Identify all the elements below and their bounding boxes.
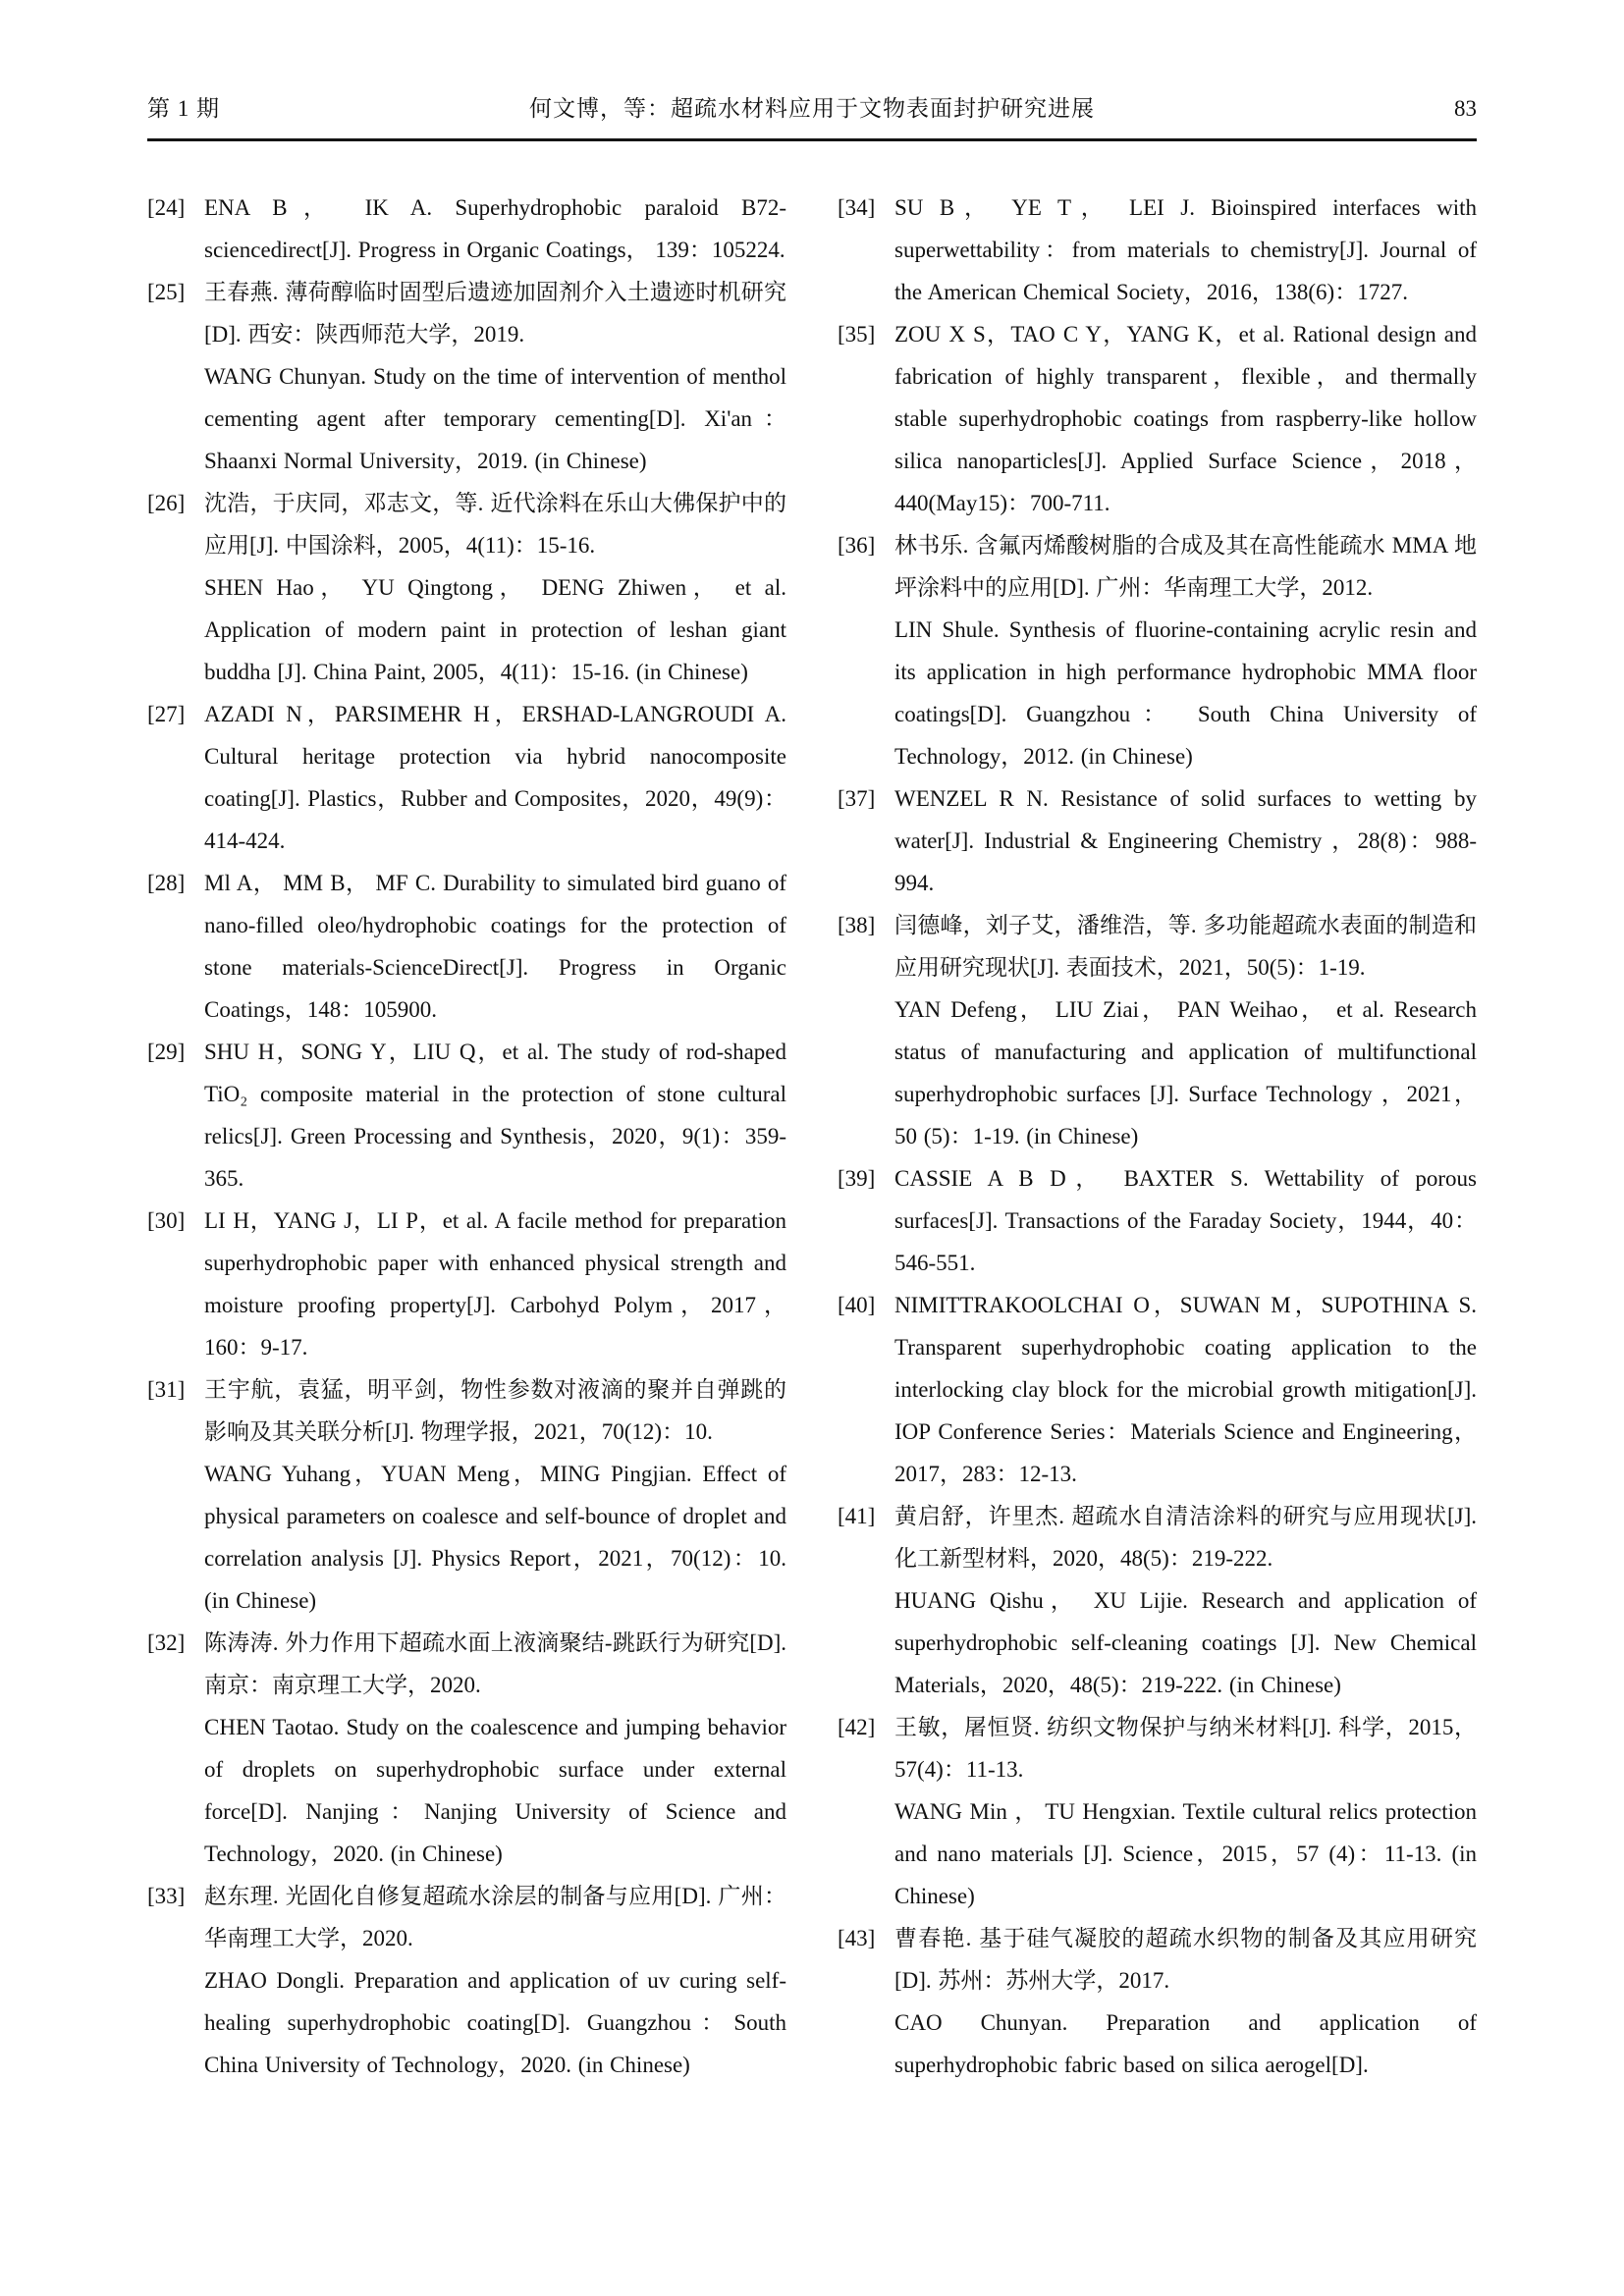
reference-label: [24] [147,195,186,220]
reference-body [894,524,1477,777]
reference-text: WENZEL R N. Resistance of solid surfaces to wetting by water[J]. Industrial & Engineering Chemistry ，28(8)：988-994. [894,786,1477,895]
reference-text: 沈浩，于庆同，邓志文，等. 近代涂料在乐山大佛保护中的应用[J]. 中国涂料，2005，4(11)：15-16. [204,491,786,558]
reference-entry [838,187,1477,313]
reference-body [894,1706,1477,1917]
reference-body [204,862,786,1031]
reference-text: AZADI N，PARSIMEHR H，ERSHAD-LANGROUDI A. Cultural heritage protection via hybrid nanocomposite coating[J]. Plastics，Rubber and Composites，2020，49(9)：414-424. [204,702,786,853]
reference-text: HUANG Qishu， XU Lijie. Research and application of superhydrophobic self-cleaning coatings [J]. New Chemical Materials，2020，48(5)：219-222. (in Chinese) [894,1588,1477,1697]
reference-text: 王宇航，袁猛，明平剑，物性参数对液滴的聚并自弹跳的影响及其关联分析[J]. 物理学报，2021，70(12)：10. [204,1377,786,1444]
reference-text: YAN Defeng， LIU Ziai， PAN Weihao， et al. Research status of manufacturing and application of multifunctional superhydrophobic surfaces [J]. Surface Technology ，2021，50 (5)：1-19. (in Chinese) [894,997,1477,1148]
reference-body [894,904,1477,1157]
reference-entry [838,313,1477,524]
reference-body [204,271,786,482]
reference-text: WANG Min ， TU Hengxian. Textile cultural relics protection and nano materials [J]. Science，2015，57 (4)：11-13. (in Chinese) [894,1799,1477,1908]
reference-label: [40] [838,1293,876,1317]
reference-text: 陈涛涛. 外力作用下超疏水面上液滴聚结-跳跃行为研究[D]. 南京：南京理工大学，2020. [204,1630,786,1697]
reference-text: ZHAO Dongli. Preparation and application of uv curing self-healing superhydrophobic coating[D]. Guangzhou：South China University of Technology，2020. (in Chinese) [204,1968,786,2077]
reference-body [204,1031,786,1200]
reference-entry [838,524,1477,777]
reference-text: 王敏，屠恒贤. 纺织文物保护与纳米材料[J]. 科学，2015，57(4)：11-13. [894,1715,1477,1782]
reference-text: Ml A， MM B， MF C. Durability to simulated bird guano of nano-filled oleo/hydrophobic coatings for the protection of stone materials-ScienceDirect[J]. Progress in Organic Coatings，148：105900. [204,871,786,1022]
reference-text: LI H，YANG J，LI P，et al. A facile method for preparation superhydrophobic paper with enhanced physical strength and moisture proofing property[J]. Carbohyd Polym，2017，160：9-17. [204,1208,786,1360]
reference-label: [32] [147,1630,186,1655]
reference-entry [838,1706,1477,1917]
reference-body [894,1284,1477,1495]
reference-label: [30] [147,1208,186,1233]
reference-text: SHU H，SONG Y，LIU Q，et al. The study of rod-shaped TiO₂ composite material in the protection of stone cultural relics[J]. Green Processing and Synthesis，2020，9(1)：359-365. [204,1040,786,1191]
reference-text: NIMITTRAKOOLCHAI O，SUWAN M，SUPOTHINA S. Transparent superhydrophobic coating application to the interlocking clay block for the microbial growth mitigation[J]. IOP Conference Series：Materials Science and Engineering，2017，283：12-13. [894,1293,1477,1486]
reference-label: [33] [147,1884,186,1908]
reference-text: 王春燕. 薄荷醇临时固型后遗迹加固剂介入土遗迹时机研究[D]. 西安：陕西师范大学，2019. [204,280,786,347]
reference-body [894,313,1477,524]
reference-entry [147,1031,786,1200]
reference-entry [147,482,786,693]
reference-body [894,777,1477,904]
reference-body [894,1917,1477,2086]
reference-entry [147,1622,786,1875]
reference-text: WANG Chunyan. Study on the time of intervention of menthol cementing agent after temporary cementing[D]. Xi'an：Shaanxi Normal University，2019. (in Chinese) [204,364,786,473]
reference-body [204,1200,786,1368]
reference-label: [39] [838,1166,876,1191]
reference-body [894,1157,1477,1284]
reference-text: LIN Shule. Synthesis of fluorine-containing acrylic resin and its application in high performance hydrophobic MMA floor coatings[D]. Guangzhou： South China University of Technology，2012. (in Chinese) [894,617,1477,769]
reference-body [204,482,786,693]
reference-body [204,693,786,862]
reference-text: CAO Chunyan. Preparation and application of superhydrophobic fabric based on silica aerogel[D]. [894,2010,1477,2077]
reference-label: [25] [147,280,186,304]
reference-text: CASSIE A B D， BAXTER S. Wettability of porous surfaces[J]. Transactions of the Faraday Society，1944，40：546-551. [894,1166,1477,1275]
reference-label: [37] [838,786,876,811]
running-title: 何文博，等：超疏水材料应用于文物表面封护研究进展 [529,96,1095,121]
reference-label: [29] [147,1040,186,1064]
reference-entry [147,693,786,862]
reference-label: [38] [838,913,876,937]
reference-label: [42] [838,1715,876,1739]
reference-entry [838,1284,1477,1495]
reference-body [204,1622,786,1875]
reference-columns [147,187,1477,2086]
reference-entry [838,1157,1477,1284]
reference-label: [26] [147,491,186,515]
reference-entry [838,1495,1477,1706]
reference-text: WANG Yuhang，YUAN Meng，MING Pingjian. Effect of physical parameters on coalesce and self-bounce of droplet and correlation analysis [J]. Physics Report，2021，70(12)：10. (in Chinese) [204,1462,786,1613]
reference-body [894,187,1477,313]
reference-label: [35] [838,322,876,347]
reference-text: ENA B， IK A. Superhydrophobic paraloid B72-sciencedirect[J]. Progress in Organic Coatings， 139：105224. [204,195,786,262]
reference-text: ZOU X S，TAO C Y，YANG K，et al. Rational design and fabrication of highly transparent，flexible，and thermally stable superhydrophobic coatings from raspberry-like hollow silica nanoparticles[J]. Applied Surface Science，2018，440(May15)：700-711. [894,322,1477,515]
page-number: 83 [1454,96,1477,121]
reference-body [894,1495,1477,1706]
page-header [147,90,1477,141]
reference-entry [838,904,1477,1157]
references-column-right [838,187,1477,2086]
reference-body [204,1368,786,1622]
reference-body [204,187,786,271]
reference-entry [147,1875,786,2086]
reference-text: 林书乐. 含氟丙烯酸树脂的合成及其在高性能疏水 MMA 地坪涂料中的应用[D]. 广州：华南理工大学，2012. [894,533,1477,600]
reference-entry [147,1368,786,1622]
reference-entry [147,271,786,482]
reference-text: 闫德峰，刘子艾，潘维浩，等. 多功能超疏水表面的制造和应用研究现状[J]. 表面技术，2021，50(5)：1-19. [894,913,1477,980]
reference-entry [147,1200,786,1368]
reference-entry [838,777,1477,904]
reference-text: SHEN Hao， YU Qingtong， DENG Zhiwen， et al. Application of modern paint in protection of leshan giant buddha [J]. China Paint, 2005，4(11)：15-16. (in Chinese) [204,575,786,684]
references-column-left [147,187,786,2086]
reference-entry [838,1917,1477,2086]
reference-label: [36] [838,533,876,558]
reference-entry [147,862,786,1031]
reference-text: CHEN Taotao. Study on the coalescence and jumping behavior of droplets on superhydrophobic surface under external force[D]. Nanjing：Nanjing University of Science and Technology，2020. (in Chinese) [204,1715,786,1866]
reference-label: [43] [838,1926,876,1950]
reference-text: 赵东理. 光固化自修复超疏水涂层的制备与应用[D]. 广州：华南理工大学，2020. [204,1884,786,1950]
reference-text: 黄启舒，许里杰. 超疏水自清洁涂料的研究与应用现状[J]. 化工新型材料，2020，48(5)：219-222. [894,1504,1477,1571]
reference-text: SU B， YE T， LEI J. Bioinspired interfaces with superwettability：from materials to chemistry[J]. Journal of the American Chemical Society，2016，138(6)：1727. [894,195,1477,304]
reference-label: [27] [147,702,186,726]
journal-issue: 第 1 期 [147,96,220,121]
reference-label: [34] [838,195,876,220]
reference-entry [147,187,786,271]
reference-text: 曹春艳. 基于硅气凝胶的超疏水织物的制备及其应用研究[D]. 苏州：苏州大学，2017. [894,1926,1477,1993]
reference-label: [28] [147,871,186,895]
reference-label: [31] [147,1377,186,1402]
reference-body [204,1875,786,2086]
reference-label: [41] [838,1504,876,1528]
